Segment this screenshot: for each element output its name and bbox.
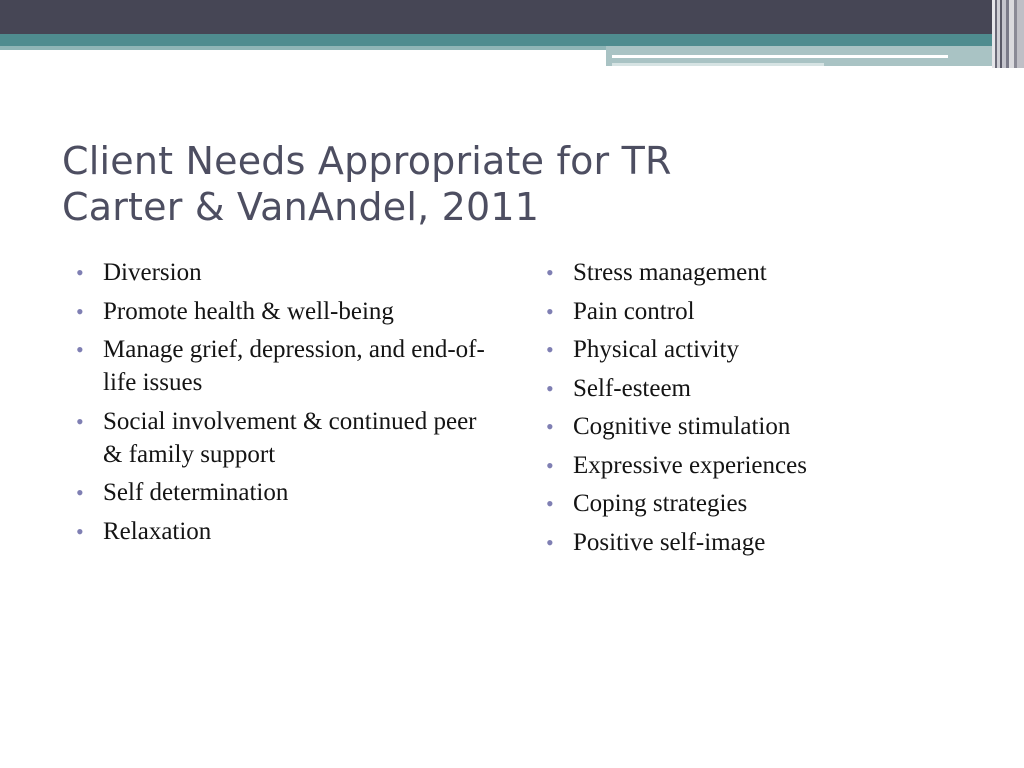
- bullet-icon: •: [76, 260, 84, 285]
- bullet-icon: •: [546, 452, 554, 478]
- list-item: [546, 333, 966, 366]
- list-item: [546, 410, 966, 443]
- slide-title: [62, 138, 962, 230]
- list-item-text: Self determination: [103, 479, 289, 506]
- bullet-list-left: [76, 256, 496, 553]
- bullet-icon: •: [546, 298, 554, 324]
- list-item: [546, 526, 966, 559]
- list-item-text: Cognitive stimulation: [573, 413, 791, 440]
- slide-title-line-1: Client Needs Appropriate for TR: [62, 139, 672, 183]
- list-item-text: Social involvement & continued peer & family support: [103, 407, 477, 468]
- bullet-list-right: [546, 256, 966, 564]
- list-item-text: Physical activity: [573, 336, 739, 363]
- list-item-text: Relaxation: [103, 517, 212, 545]
- header-accent-line: [612, 63, 824, 66]
- list-item-text: Stress management: [573, 259, 767, 286]
- list-item-text: Promote health & well-being: [103, 297, 394, 325]
- bullet-icon: •: [546, 414, 554, 439]
- header-bar-teal-light: [0, 46, 606, 50]
- list-item: [546, 449, 966, 482]
- header-bar-dark: [0, 0, 1024, 34]
- list-item: [76, 256, 496, 289]
- list-item: [546, 295, 966, 328]
- bullet-icon: •: [76, 298, 84, 324]
- header-stripes-decoration: [992, 0, 1024, 68]
- list-item-text: Self-esteem: [573, 374, 692, 402]
- bullet-icon: •: [546, 529, 554, 555]
- bullet-icon: •: [76, 408, 84, 434]
- list-item: [76, 515, 496, 548]
- list-item-text: Manage grief, depression, and end-of-life issues: [103, 336, 485, 396]
- slide-title-line-2: Carter & VanAndel, 2011: [62, 185, 540, 229]
- list-item-text: Pain control: [573, 297, 695, 325]
- bullet-icon: •: [546, 375, 554, 401]
- list-item: [546, 487, 966, 520]
- bullet-icon: •: [76, 480, 84, 505]
- list-item: [76, 333, 496, 399]
- list-item-text: Positive self-image: [573, 528, 766, 556]
- bullet-icon: •: [76, 337, 84, 362]
- list-item: [546, 256, 966, 289]
- bullet-icon: •: [546, 491, 554, 516]
- header-accent-line: [612, 55, 948, 58]
- bullet-icon: •: [546, 337, 554, 362]
- list-item: [76, 295, 496, 328]
- list-item-text: Coping strategies: [573, 490, 748, 517]
- bullet-icon: •: [76, 518, 84, 544]
- list-item-text: Expressive experiences: [573, 451, 807, 479]
- header-bar-teal: [0, 34, 1024, 46]
- list-item: [76, 405, 496, 471]
- bullet-icon: •: [546, 260, 554, 285]
- list-item: [546, 372, 966, 405]
- list-item: [76, 476, 496, 509]
- list-item-text: Diversion: [103, 259, 202, 286]
